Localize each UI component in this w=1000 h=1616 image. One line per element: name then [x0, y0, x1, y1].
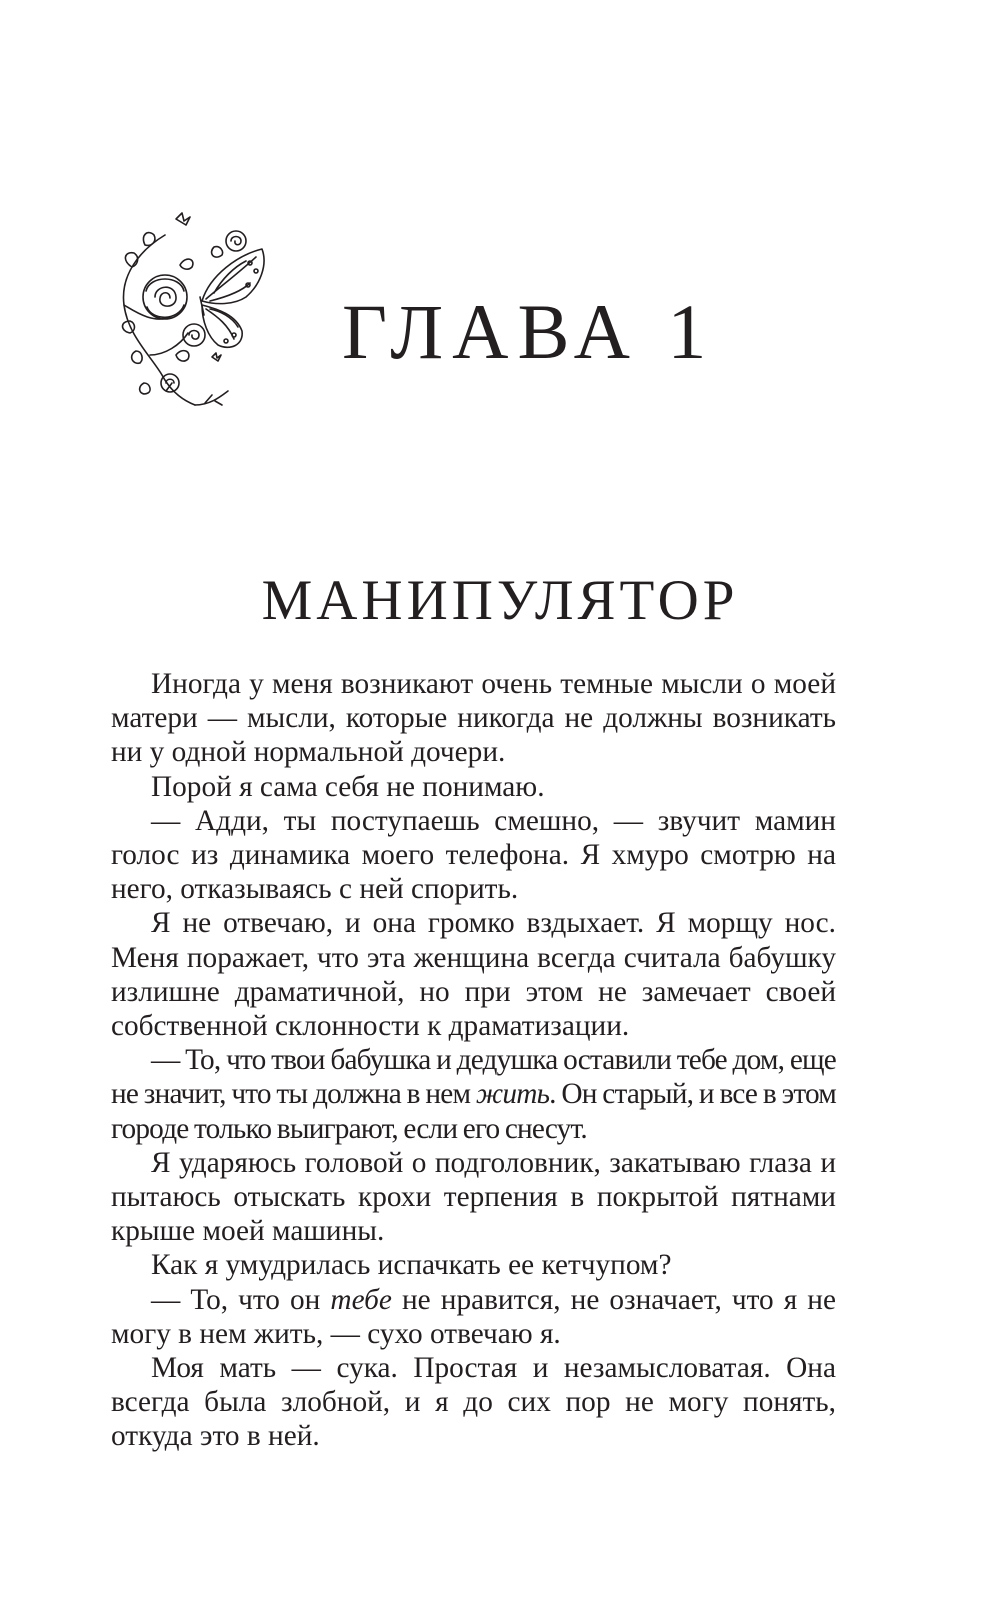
paragraph: [111, 1146, 836, 1249]
paragraph: [111, 804, 836, 907]
paragraph: [111, 1043, 836, 1146]
emphasis-text: тебе: [330, 1283, 392, 1316]
paragraph: [111, 667, 836, 770]
paragraph-text: Как я умудрилась испачкать ее кетчупом?: [151, 1249, 672, 1282]
chapter-header: [110, 205, 716, 415]
paragraph: [111, 1351, 836, 1454]
rose-butterfly-ornament-icon: [110, 205, 280, 415]
chapter-body: [111, 667, 836, 1454]
paragraph-text: — Адди, ты поступаешь смешно, — звучит мамин голос из динамика моего телефона. Я хмуро смотрю на него, отказываясь с ней спорить.: [111, 804, 836, 906]
paragraph-text: Порой я сама себя не понимаю.: [151, 770, 545, 803]
paragraph: [111, 770, 836, 804]
paragraph-text: — То, что он: [151, 1283, 331, 1316]
paragraph-text: Моя мать — сука. Простая и незамысловатая. Она всегда была злобной, и я до сих пор не могу понять, откуда это в ней.: [111, 1352, 836, 1453]
paragraph-text: Я не отвечаю, и она громко вздыхает. Я морщу нос. Меня поражает, что эта женщина всегда считала бабушку излишне драматичной, но при этом не замечает своей собственной склонности к драматизации.: [111, 907, 836, 1043]
paragraph: [111, 906, 836, 1043]
paragraph: [111, 1248, 836, 1282]
paragraph-text: — То, что твои бабушка и дедушка оставили тебе дом, еще не значит, что ты должна в нем: [111, 1044, 836, 1111]
paragraph-text: . Он старый, и все в этом городе только выиграют, если его снесут.: [111, 1078, 836, 1145]
paragraph-text: Я ударяюсь головой о подголовник, закатываю глаза и пытаюсь отыскать крохи терпения в покрытой пятнами крыше моей машины.: [111, 1146, 836, 1248]
paragraph-text: не нравится, не означает, что я не могу в нем жить, — сухо отвечаю я.: [111, 1283, 836, 1350]
paragraph-text: Иногда у меня возникают очень темные мысли о моей матери — мысли, которые никогда не должны возникать ни у одной нормальной дочери.: [111, 668, 836, 769]
chapter-title: ГЛАВА 1: [342, 288, 716, 375]
chapter-subtitle: МАНИПУЛЯТОР: [261, 569, 739, 632]
emphasis-text: жить: [475, 1078, 550, 1111]
paragraph: [111, 1283, 836, 1351]
